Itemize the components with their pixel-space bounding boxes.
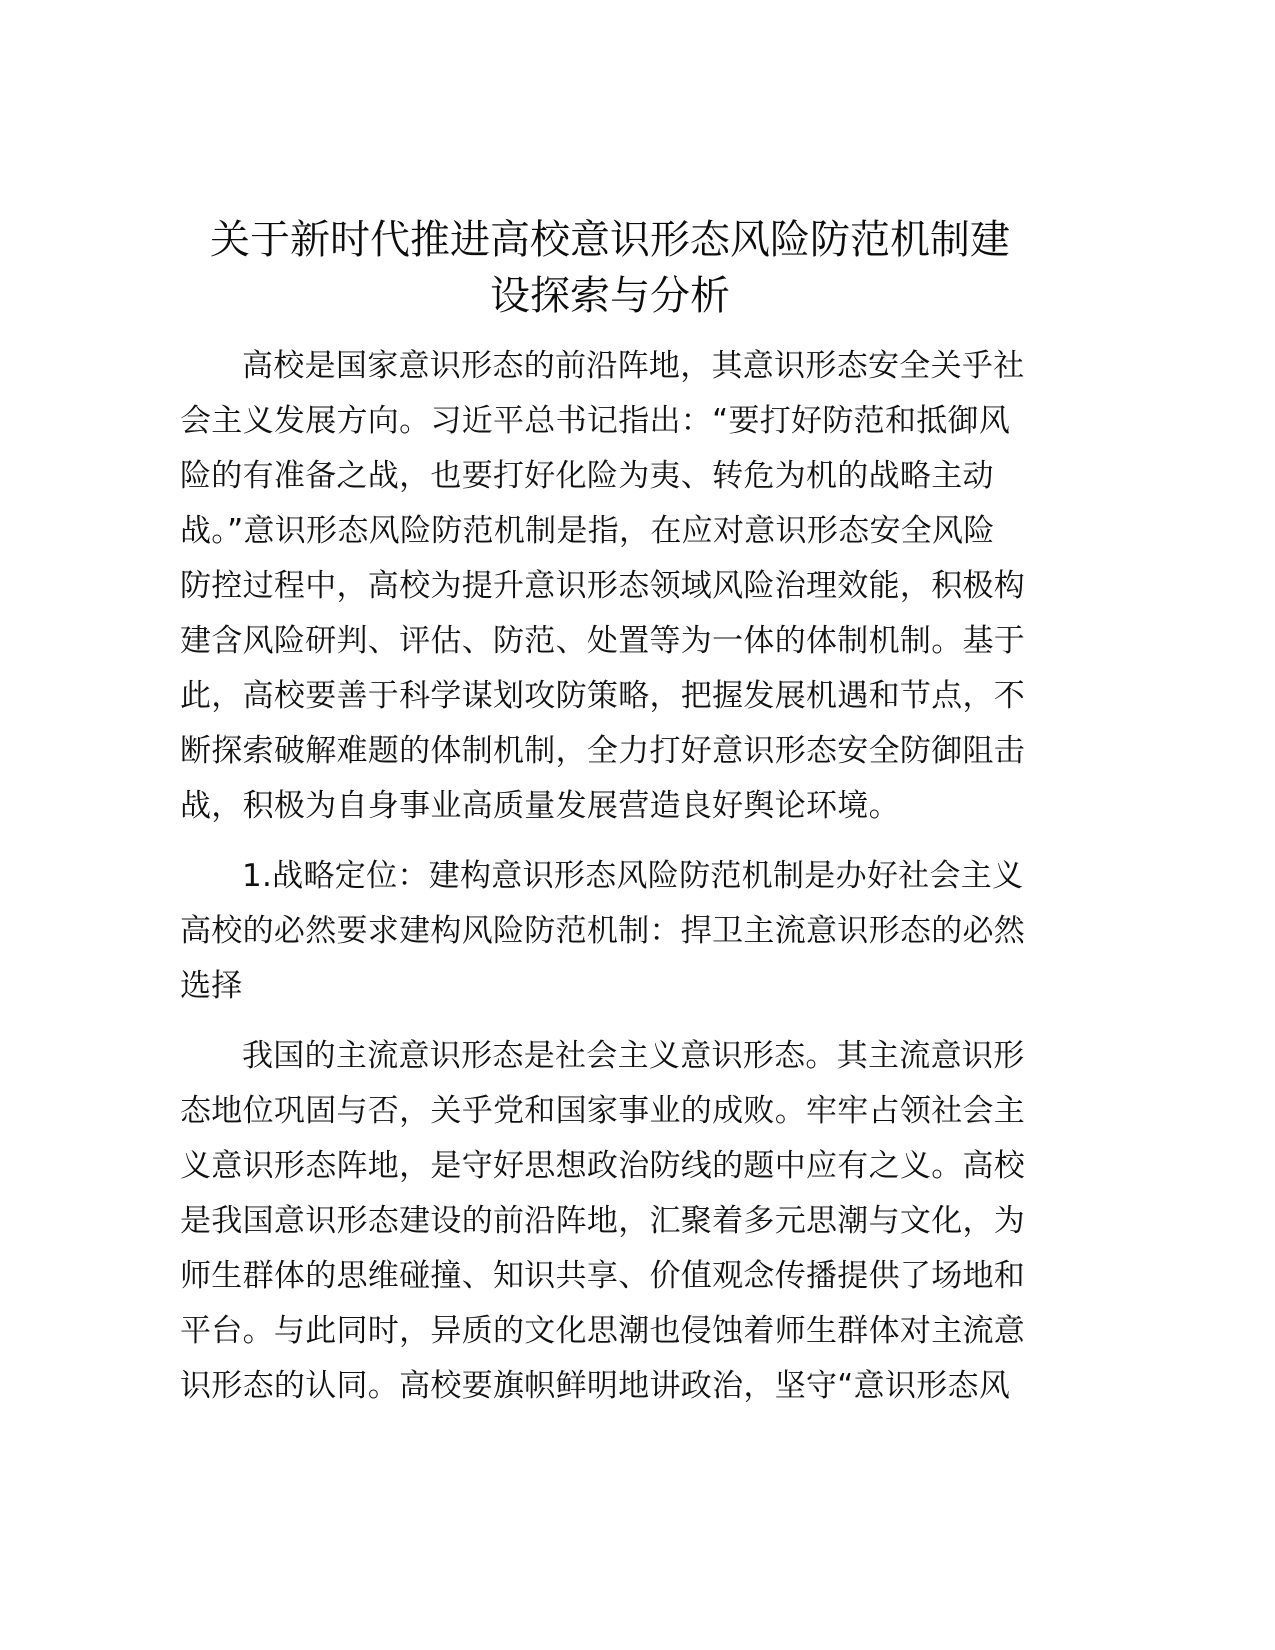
title-line-2: 设探索与分析 <box>490 273 730 319</box>
text-line: 态地位巩固与否，关乎党和国家事业的成败。牢牢占领社会主 <box>180 1093 1026 1129</box>
text-line: 选择 <box>180 968 243 1004</box>
text-line: 险的有准备之战，也要打好化险为夷、转危为机的战略主动 <box>180 458 994 494</box>
text-line: 师生群体的思维碰撞、知识共享、价值观念传播提供了场地和 <box>180 1258 1026 1294</box>
document-title <box>150 212 1070 324</box>
text-line: 义意识形态阵地，是守好思想政治防线的题中应有之义。高校 <box>180 1148 1026 1184</box>
text-line: 高校是国家意识形态的前沿阵地，其意识形态安全关乎社 <box>242 348 1025 384</box>
text-line: 高校的必然要求建构风险防范机制：捍卫主流意识形态的必然 <box>180 913 1026 949</box>
text-line: 战，积极为自身事业高质量发展营造良好舆论环境。 <box>180 788 900 824</box>
text-line: 建含风险研判、评估、防范、处置等为一体的体制机制。基于 <box>180 623 1026 659</box>
text-line: 我国的主流意识形态是社会主义意识形态。其主流意识形 <box>242 1038 1025 1074</box>
text-line: 战。”意识形态风险防范机制是指，在应对意识形态安全风险 <box>180 513 995 549</box>
text-line: 平台。与此同时，异质的文化思潮也侵蚀着师生群体对主流意 <box>180 1313 1026 1349</box>
text-line: 会主义发展方向。习近平总书记指出：“要打好防范和抵御风 <box>180 403 1011 439</box>
text-line: 1.战略定位：建构意识形态风险防范机制是办好社会主义 <box>242 858 1024 894</box>
title-line-1: 关于新时代推进高校意识形态风险防范机制建 <box>210 217 1010 263</box>
text-line: 此，高校要善于科学谋划攻防策略，把握发展机遇和节点，不 <box>180 678 1026 714</box>
text-line: 防控过程中，高校为提升意识形态领域风险治理效能，积极构 <box>180 568 1026 604</box>
text-line: 断探索破解难题的体制机制，全力打好意识形态安全防御阻击 <box>180 733 1026 769</box>
text-line: 是我国意识形态建设的前沿阵地，汇聚着多元思潮与文化，为 <box>180 1203 1026 1239</box>
text-line: 识形态的认同。高校要旗帜鲜明地讲政治，坚守“意识形态风 <box>180 1368 1011 1404</box>
